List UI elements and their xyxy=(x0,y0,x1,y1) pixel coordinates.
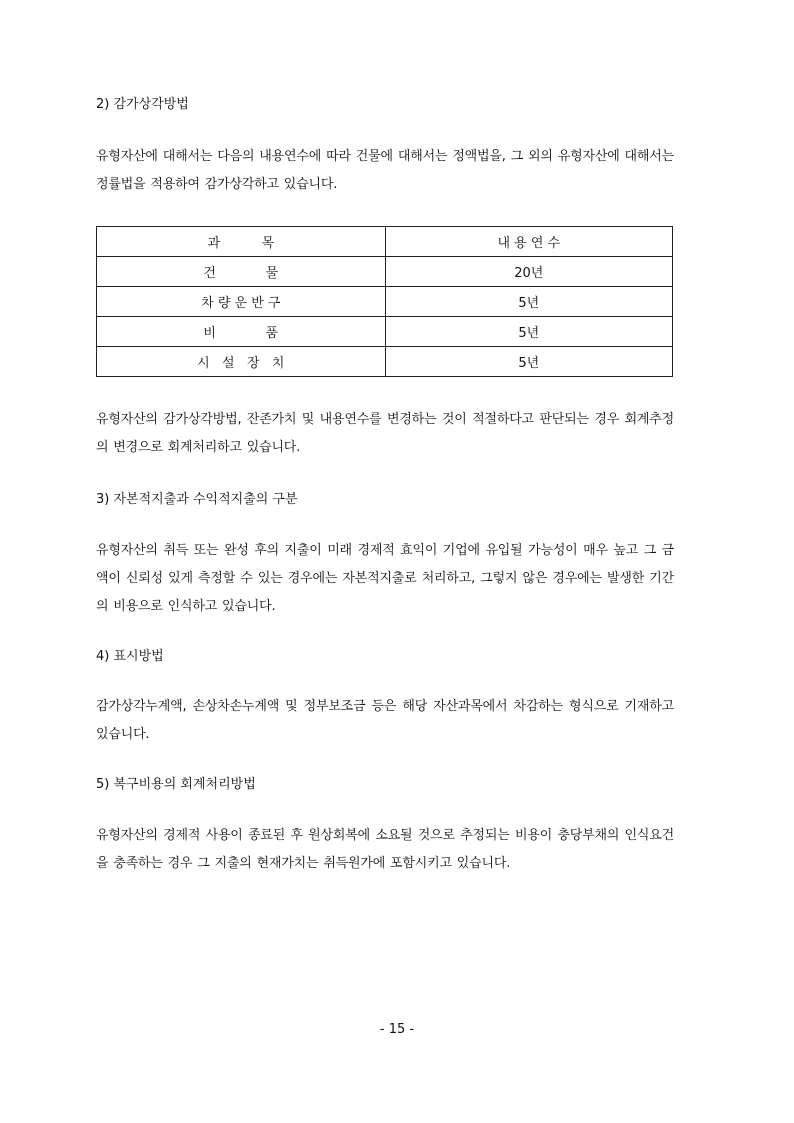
paragraph-depreciation-method: 유형자산에 대해서는 다음의 내용연수에 따라 건물에 대해서는 정액법을, 그 외의 유형자산에 대해서는 정률법을 적용하여 감가상각하고 있습니다. xyxy=(96,149,674,192)
table-header-account: 과 목 xyxy=(207,236,275,251)
table-cell-account: 시 설 장 치 xyxy=(197,356,285,371)
section-heading-capital-revenue-expenditure: 3) 자본적지출과 수익적지출의 구분 xyxy=(96,492,298,507)
table-cell-account: 차 량 운 반 구 xyxy=(201,296,281,311)
section-heading-presentation: 4) 표시방법 xyxy=(96,649,164,664)
section-heading-restoration-cost: 5) 복구비용의 회계처리방법 xyxy=(96,777,256,792)
table-row xyxy=(97,287,673,317)
page-number: - 15 - xyxy=(379,1022,415,1037)
table-row xyxy=(97,257,673,287)
section-heading-depreciation-method: 2) 감가상각방법 xyxy=(96,97,189,112)
table-cell-account: 건 물 xyxy=(203,266,279,281)
table-cell-account: 비 품 xyxy=(203,326,279,341)
table-cell-years: 5년 xyxy=(518,326,540,341)
table-header-row xyxy=(97,227,673,257)
paragraph-estimate-change: 유형자산의 감가상각방법, 잔존가치 및 내용연수를 변경하는 것이 적절하다고 판단되는 경우 회계추정의 변경으로 회계처리하고 있습니다. xyxy=(96,412,674,455)
paragraph-presentation: 감가상각누계액, 손상차손누계액 및 정부보조금 등은 해당 자산과목에서 차감하는 형식으로 기재하고 있습니다. xyxy=(96,699,674,742)
table-header-useful-life: 내 용 연 수 xyxy=(497,236,561,251)
table-cell-years: 20년 xyxy=(514,266,544,281)
table-row xyxy=(97,347,673,377)
table-cell-years: 5년 xyxy=(518,356,540,371)
useful-life-table xyxy=(96,226,673,377)
paragraph-capital-revenue-expenditure: 유형자산의 취득 또는 완성 후의 지출이 미래 경제적 효익이 기업에 유입될 가능성이 매우 높고 그 금액이 신뢰성 있게 측정할 수 있는 경우에는 자본적지출로 처리하고, 그렇지 않은 경우에는 발생한 기간의 비용으로 인식하고 있습니다. xyxy=(96,543,674,614)
table-cell-years: 5년 xyxy=(518,296,540,311)
paragraph-restoration-cost: 유형자산의 경제적 사용이 종료된 후 원상회복에 소요될 것으로 추정되는 비용이 충당부채의 인식요건을 충족하는 경우 그 지출의 현재가치는 취득원가에 포함시키고 있습니다. xyxy=(96,828,674,871)
table-row xyxy=(97,317,673,347)
